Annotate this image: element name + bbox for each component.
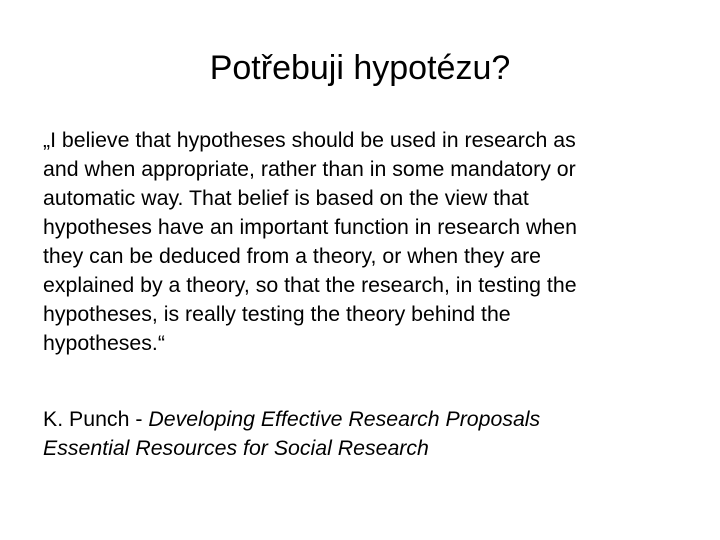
slide-title: Potřebuji hypotézu? — [209, 49, 511, 87]
quote-line: they can be deduced from a theory, or when they are — [43, 244, 542, 268]
quote-line: explained by a theory, so that the research, in testing the — [43, 273, 577, 297]
citation-book-title: Developing Effective Research Proposals — [148, 407, 541, 431]
quote-line: and when appropriate, rather than in some mandatory or — [43, 157, 576, 181]
quote-text — [43, 126, 708, 358]
quote-line: „I believe that hypotheses should be used in research as — [43, 128, 576, 152]
citation — [43, 405, 708, 463]
quote-line: hypotheses have an important function in research when — [43, 215, 577, 239]
citation-line-1 — [43, 405, 708, 434]
quote-line: hypotheses, is really testing the theory behind the — [43, 302, 511, 326]
quote-line: hypotheses.“ — [43, 331, 165, 355]
quote-line: automatic way. That belief is based on the view that — [43, 186, 529, 210]
citation-series-title: Essential Resources for Social Research — [43, 436, 429, 460]
citation-author: K. Punch - — [43, 407, 149, 431]
